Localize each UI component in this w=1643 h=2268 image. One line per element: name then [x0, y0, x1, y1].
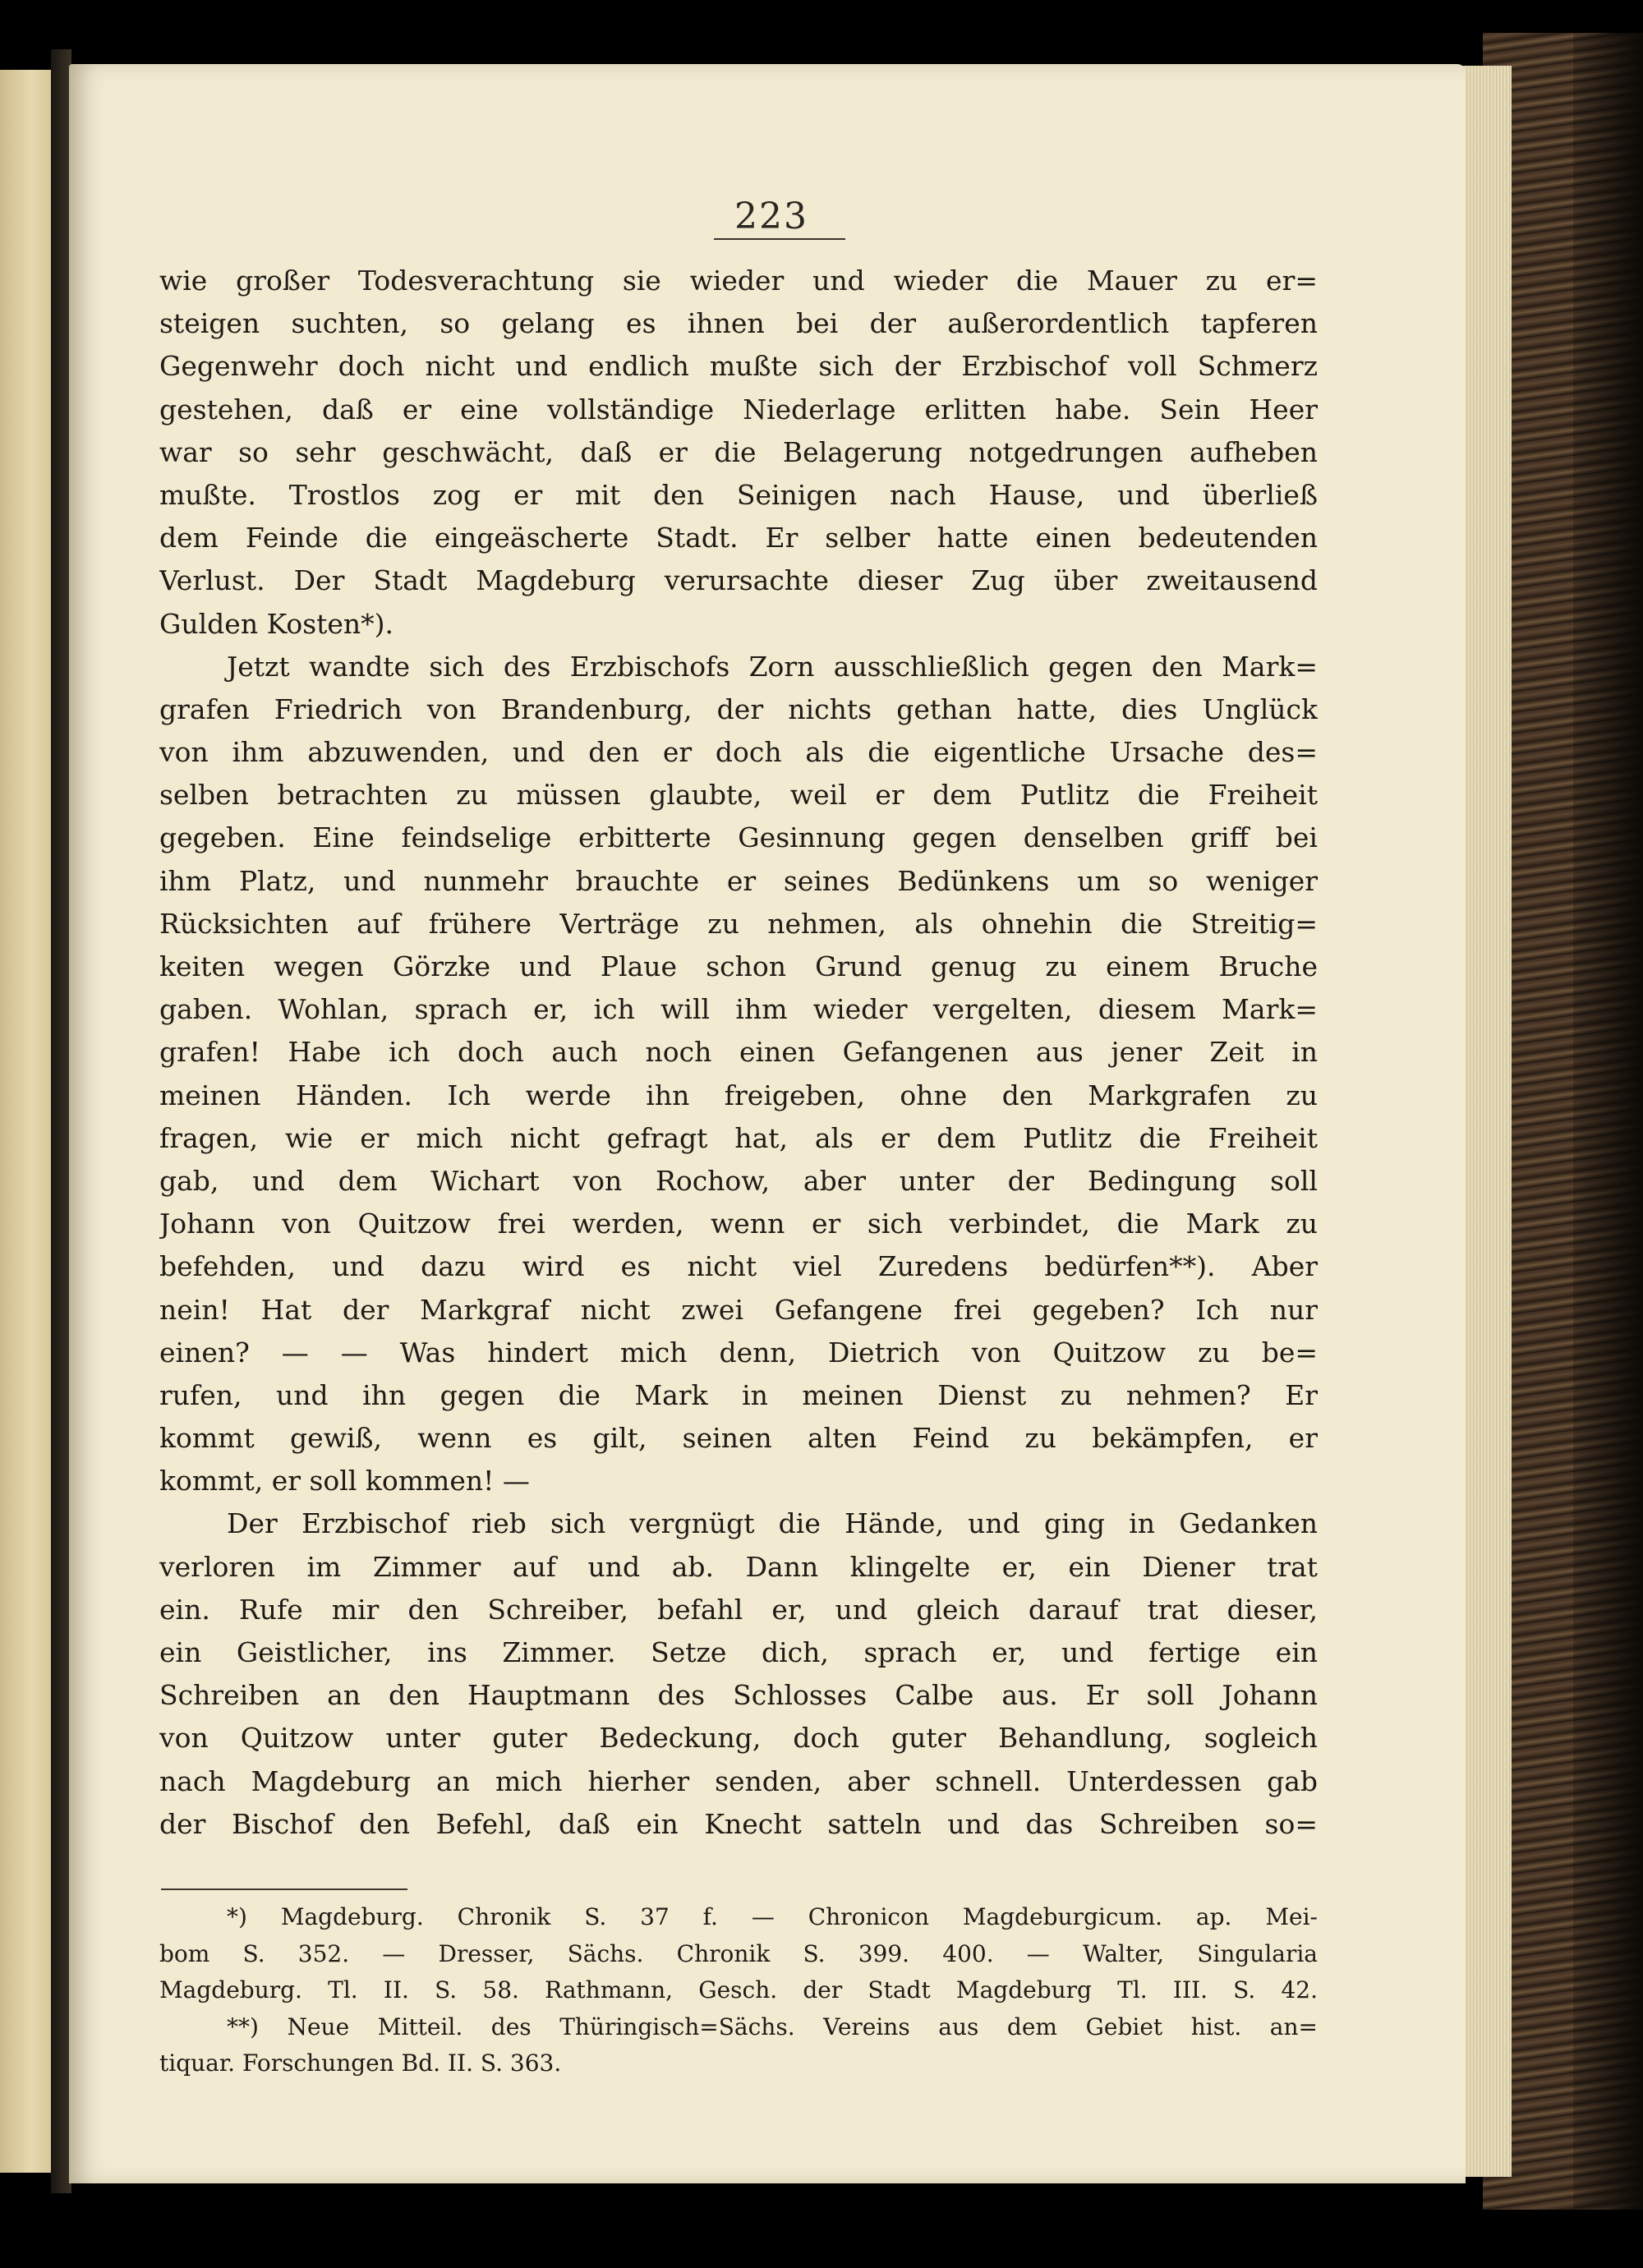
- text-line: Der Erzbischof rieb sich vergnügt die Hände, und ging in Gedanken: [227, 1507, 1318, 1540]
- page-number: 223: [734, 196, 808, 237]
- left-page-edge: [0, 70, 53, 2173]
- text-line: Gegenwehr doch nicht und endlich mußte sich der Erzbischof voll Schmerz: [159, 350, 1318, 383]
- text-line: verloren im Zimmer auf und ab. Dann klingelte er, ein Diener trat: [159, 1550, 1318, 1583]
- text-line: ein. Rufe mir den Schreiber, befahl er, und gleich darauf trat dieser,: [159, 1593, 1318, 1626]
- text-line: Jetzt wandte sich des Erzbischofs Zorn ausschließlich gegen den Mark=: [227, 650, 1318, 683]
- text-line: steigen suchten, so gelang es ihnen bei der außerordentlich tapferen: [159, 307, 1318, 340]
- text-line: einen? — — Was hindert mich denn, Dietrich von Quitzow zu be=: [159, 1336, 1318, 1369]
- footnote-line: tiquar. Forschungen Bd. II. S. 363.: [159, 2049, 562, 2077]
- text-line: von Quitzow unter guter Bedeckung, doch guter Behandlung, sogleich: [159, 1722, 1318, 1755]
- text-line: selben betrachten zu müssen glaubte, weil er dem Putlitz die Freiheit: [159, 779, 1318, 812]
- text-line: kommt gewiß, wenn es gilt, seinen alten Feind zu bekämpfen, er: [159, 1422, 1318, 1455]
- text-line: gaben. Wohlan, sprach er, ich will ihm wieder vergelten, diesem Mark=: [159, 993, 1318, 1026]
- text-line: Johann von Quitzow frei werden, wenn er sich verbindet, die Mark zu: [159, 1208, 1318, 1240]
- text-line: Gulden Kosten*).: [159, 607, 394, 640]
- text-line: fragen, wie er mich nicht gefragt hat, als er dem Putlitz die Freiheit: [159, 1121, 1318, 1154]
- text-line: grafen! Habe ich doch auch noch einen Gefangenen aus jener Zeit in: [159, 1036, 1318, 1069]
- footnotes: [159, 1899, 1318, 2082]
- text-line: Schreiben an den Hauptmann des Schlosses Calbe aus. Er soll Johann: [159, 1679, 1318, 1712]
- text-line: wie großer Todesverachtung sie wieder und wieder die Mauer zu er=: [159, 265, 1318, 297]
- text-line: der Bischof den Befehl, daß ein Knecht satteln und das Schreiben so=: [159, 1807, 1318, 1840]
- text-line: nach Magdeburg an mich hierher senden, aber schnell. Unterdessen gab: [159, 1764, 1318, 1797]
- text-line: ihm Platz, und nunmehr brauchte er seines Bedünkens um so weniger: [159, 864, 1318, 897]
- text-line: Rücksichten auf frühere Verträge zu nehmen, als ohnehin die Streitig=: [159, 907, 1318, 940]
- footnote-line: bom S. 352. — Dresser, Sächs. Chronik S. 399. 400. — Walter, Singularia: [159, 1939, 1318, 1967]
- footnote-line: **) Neue Mitteil. des Thüringisch=Sächs. Vereins aus dem Gebiet hist. an=: [227, 2013, 1318, 2040]
- book-page: [69, 64, 1466, 2183]
- page-number-rule: [714, 238, 845, 240]
- text-line: keiten wegen Görzke und Plaue schon Grund genug zu einem Bruche: [159, 950, 1318, 982]
- footnote-line: *) Magdeburg. Chronik S. 37 f. — Chronicon Magdeburgicum. ap. Mei-: [227, 1903, 1318, 1930]
- text-line: grafen Friedrich von Brandenburg, der nichts gethan hatte, dies Unglück: [159, 692, 1318, 725]
- text-line: kommt, er soll kommen! —: [159, 1465, 530, 1497]
- text-line: gab, und dem Wichart von Rochow, aber unter der Bedingung soll: [159, 1164, 1318, 1197]
- text-line: von ihm abzuwenden, und den er doch als die eigentliche Ursache des=: [159, 736, 1318, 769]
- text-line: rufen, und ihn gegen die Mark in meinen Dienst zu nehmen? Er: [159, 1378, 1318, 1411]
- footnote-rule: [161, 1888, 407, 1890]
- text-line: war so sehr geschwächt, daß er die Belagerung notgedrungen aufheben: [159, 435, 1318, 468]
- text-line: nein! Hat der Markgraf nicht zwei Gefangene frei gegeben? Ich nur: [159, 1293, 1318, 1326]
- text-line: gegeben. Eine feindselige erbitterte Gesinnung gegen denselben griff bei: [159, 821, 1318, 854]
- text-line: gestehen, daß er eine vollständige Niederlage erlitten habe. Sein Heer: [159, 393, 1318, 426]
- text-line: meinen Händen. Ich werde ihn freigeben, ohne den Markgrafen zu: [159, 1079, 1318, 1111]
- text-line: befehden, und dazu wird es nicht viel Zuredens bedürfen**). Aber: [159, 1250, 1318, 1283]
- text-line: mußte. Trostlos zog er mit den Seinigen nach Hause, und überließ: [159, 478, 1318, 511]
- footnote-line: Magdeburg. Tl. II. S. 58. Rathmann, Gesch. der Stadt Magdeburg Tl. III. S. 42.: [159, 1976, 1318, 2003]
- text-line: Verlust. Der Stadt Magdeburg verursachte dieser Zug über zweitausend: [159, 564, 1318, 597]
- text-line: dem Feinde die eingeäscherte Stadt. Er selber hatte einen bedeutenden: [159, 522, 1318, 554]
- text-line: ein Geistlicher, ins Zimmer. Setze dich, sprach er, und fertige ein: [159, 1636, 1318, 1668]
- body-text: [159, 260, 1318, 1846]
